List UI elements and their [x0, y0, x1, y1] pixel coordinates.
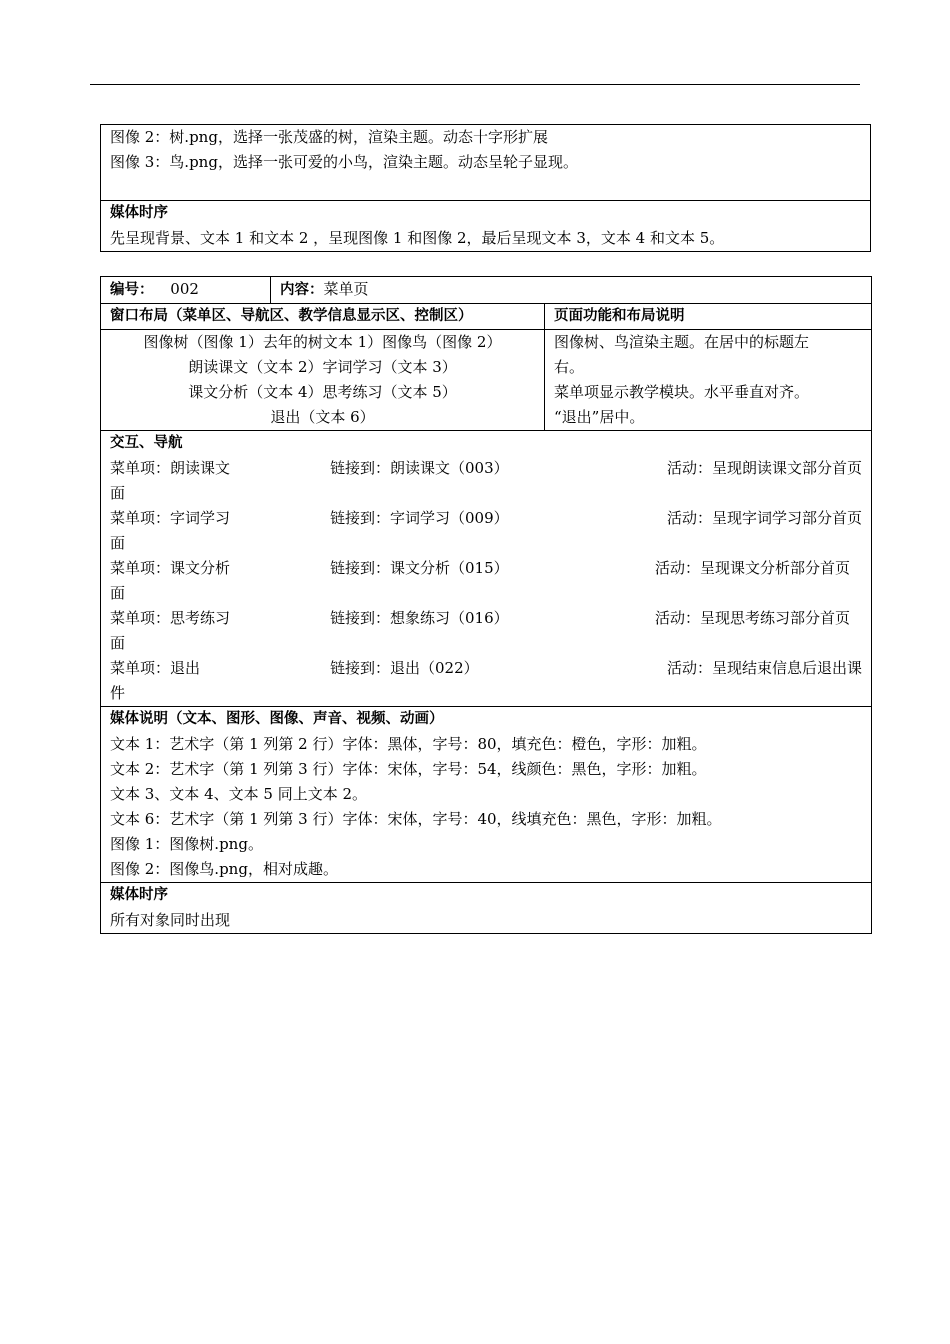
storyboard-table-2 — [100, 276, 872, 934]
header-rule — [90, 84, 860, 85]
media-line-1: 文本 1：艺术字（第 1 列第 2 行）字体：黑体，字号：80，填充色：橙色，字形：加粗。 — [110, 735, 707, 753]
timing-row — [101, 201, 871, 252]
nav-item — [110, 556, 862, 606]
images-row — [101, 125, 871, 201]
nav-item-label: 菜单项：思考练习 — [110, 609, 231, 627]
id-label: 编号： — [110, 282, 154, 298]
id-value: 002 — [170, 280, 199, 298]
nav-item-activity: 活动：呈现朗读课文部分首页 — [667, 459, 863, 477]
layout-line-3: 课文分析（文本 4）思考练习（文本 5） — [188, 383, 457, 401]
nav-item-wrap: 件 — [110, 684, 126, 702]
nav-row — [101, 431, 872, 707]
nav-item-label: 菜单项：课文分析 — [110, 559, 231, 577]
nav-item — [110, 506, 862, 556]
function-line-2: 右。 — [554, 358, 585, 376]
nav-item-link: 链接到：退出（022） — [330, 659, 479, 677]
function-line-4: “退出”居中。 — [554, 408, 645, 426]
nav-item — [110, 606, 862, 656]
nav-item-activity: 活动：呈现课文分析部分首页 — [655, 559, 851, 577]
layout-line-4: 退出（文本 6） — [270, 408, 375, 426]
media-line-2: 文本 2：艺术字（第 1 列第 3 行）字体：宋体，字号：54，线颜色：黑色，字形：加粗。 — [110, 760, 707, 778]
image-3-line: 图像 3：鸟.png，选择一张可爱的小鸟，渲染主题。动态呈轮子显现。 — [110, 153, 578, 171]
timing-heading: 媒体时序 — [110, 205, 168, 221]
media-heading: 媒体说明（文本、图形、图像、声音、视频、动画） — [110, 711, 444, 727]
nav-item-label: 菜单项：朗读课文 — [110, 459, 231, 477]
function-line-1: 图像树、鸟渲染主题。在居中的标题左 — [554, 333, 810, 351]
layout-heading: 窗口布局（菜单区、导航区、教学信息显示区、控制区） — [101, 304, 545, 330]
nav-item-link: 链接到：朗读课文（003） — [330, 459, 509, 477]
timing-text-2: 所有对象同时出现 — [110, 911, 231, 929]
nav-item-wrap: 面 — [110, 634, 126, 652]
media-line-5: 图像 1：图像树.png。 — [110, 835, 263, 853]
id-row — [101, 277, 872, 304]
function-heading: 页面功能和布局说明 — [545, 304, 872, 330]
storyboard-table-1 — [100, 124, 871, 252]
function-line-3: 菜单项显示教学模块。水平垂直对齐。 — [554, 383, 810, 401]
media-line-4: 文本 6：艺术字（第 1 列第 3 行）字体：宋体，字号：40，线填充色：黑色，字形：加粗。 — [110, 810, 722, 828]
nav-item — [110, 656, 862, 706]
content-label: 内容： — [280, 282, 324, 298]
nav-item-link: 链接到：想象练习（016） — [330, 609, 509, 627]
layout-heading-row — [101, 304, 872, 330]
nav-item-wrap: 面 — [110, 584, 126, 602]
nav-item-wrap: 面 — [110, 484, 126, 502]
layout-line-2: 朗读课文（文本 2）字词学习（文本 3） — [188, 358, 457, 376]
media-line-6: 图像 2：图像鸟.png，相对成趣。 — [110, 860, 338, 878]
nav-item-wrap: 面 — [110, 534, 126, 552]
content-value: 菜单页 — [323, 280, 369, 298]
media-row — [101, 707, 872, 883]
timing-text: 先呈现背景、文本 1 和文本 2 ，呈现图像 1 和图像 2，最后呈现文本 3，文本 4 和文本 5。 — [110, 229, 725, 247]
nav-item-activity: 活动：呈现结束信息后退出课 — [667, 659, 863, 677]
nav-item-link: 链接到：课文分析（015） — [330, 559, 509, 577]
nav-item-label: 菜单项：字词学习 — [110, 509, 231, 527]
timing-heading-2: 媒体时序 — [110, 887, 168, 903]
layout-line-1: 图像树（图像 1）去年的树文本 1）图像鸟（图像 2） — [143, 333, 502, 351]
nav-heading: 交互、导航 — [110, 435, 183, 451]
media-line-3: 文本 3、文本 4、文本 5 同上文本 2。 — [110, 785, 368, 803]
nav-item-activity: 活动：呈现思考练习部分首页 — [655, 609, 851, 627]
layout-row — [101, 330, 872, 431]
nav-item — [110, 456, 862, 506]
nav-item-activity: 活动：呈现字词学习部分首页 — [667, 509, 863, 527]
timing-row-2 — [101, 883, 872, 934]
nav-item-link: 链接到：字词学习（009） — [330, 509, 509, 527]
image-2-line: 图像 2：树.png，选择一张茂盛的树，渲染主题。动态十字形扩展 — [110, 128, 548, 146]
nav-item-label: 菜单项：退出 — [110, 659, 201, 677]
